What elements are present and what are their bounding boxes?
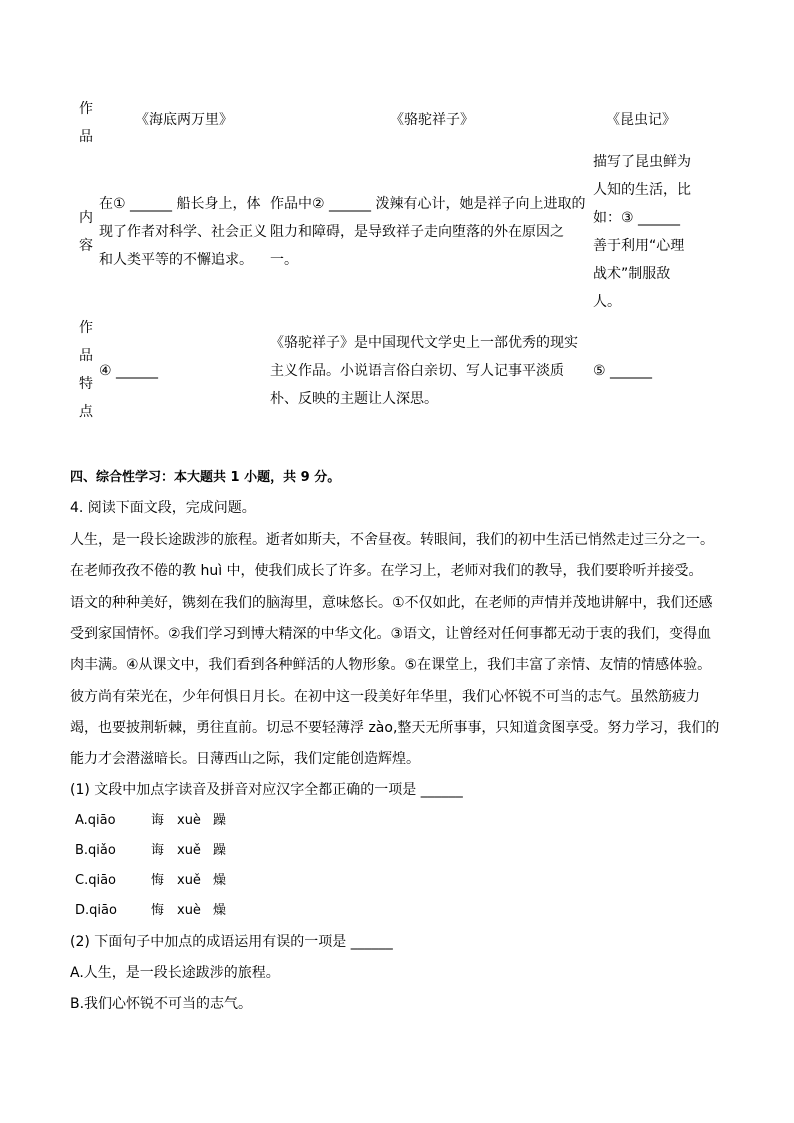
option-c <box>75 869 226 888</box>
passage-line: 能力才会潜滋暗长。日薄西山之际，我们定能创造辉煌。 <box>70 751 420 767</box>
option-char: 悔 <box>151 873 165 888</box>
option-pinyin: xuě <box>177 843 201 858</box>
cell-title-haidi: 《海底两万里》 <box>135 112 233 128</box>
text-line: 朴、反映的主题让人深思。 <box>270 391 438 407</box>
text-line: 在① ______ 船长身上，体 <box>99 196 261 212</box>
text-line: 《骆驼祥子》是中国现代文学史上一部优秀的现实 <box>270 335 578 351</box>
option-b <box>75 839 226 858</box>
option-pinyin: xuě <box>177 873 201 888</box>
passage-line: 语文的种种美好，镌刻在我们的脑海里，意味悠长。①不仅如此，在老师的声情并茂地讲解中，我们还感 <box>70 595 713 611</box>
text-line: 战术”制服敌 <box>593 266 671 282</box>
label-char: 特 <box>79 376 93 392</box>
passage-line: 肉丰满。④从课文中，我们看到各种鲜活的人物形象。⑤在课堂上，我们丰富了亲情、友情的情感体验。 <box>70 657 712 673</box>
cell-content-kunchong <box>593 148 691 316</box>
passage-line: 人生，是一段长途跋涉的旅程。逝者如斯夫，不舍昼夜。转眼间，我们的初中生活已悄然走过三分之一。 <box>70 532 714 548</box>
label-char: 作 <box>79 101 93 117</box>
option-pinyin: xuè <box>177 903 201 918</box>
text-line: 如：③ ______ <box>593 210 681 226</box>
option-d <box>75 899 226 918</box>
text-line: 善于利用“心理 <box>593 238 685 254</box>
label-char: 容 <box>79 238 93 254</box>
question-4-intro: 4. 阅读下面文段，完成问题。 <box>70 500 256 516</box>
option-char: 躁 <box>213 813 227 828</box>
q2-option-b: B.我们心怀锐不可当的志气。 <box>70 996 253 1012</box>
option-char: 悔 <box>151 903 165 918</box>
option-a <box>75 809 226 828</box>
label-char: 品 <box>79 348 93 364</box>
cell-feature-haidi: ④ ______ <box>99 363 159 379</box>
label-char: 内 <box>79 210 93 226</box>
passage-line: 竭，也要披荆斩棘，勇往直前。切忌不要轻薄浮 zào,整天无所事事，只知道贪图享受。努力学习，我们的 <box>70 720 720 736</box>
option-char: 诲 <box>151 813 165 828</box>
option-char: 燥 <box>213 903 227 918</box>
row-label-content <box>77 204 95 260</box>
cell-content-haidi <box>99 190 267 274</box>
option-char: 躁 <box>213 843 227 858</box>
label-char: 作 <box>79 320 93 336</box>
option-char: 燥 <box>213 873 227 888</box>
text-line: 人。 <box>593 294 621 310</box>
option-label: C.qiāo <box>75 873 116 888</box>
section-heading: 四、综合性学习：本大题共 1 小题，共 9 分。 <box>70 470 341 485</box>
text-line: 现了作者对科学、社会正义 <box>99 224 267 240</box>
cell-feature-luotuo <box>270 329 578 413</box>
passage-line: 在老师孜孜不倦的教 huì 中，使我们成长了许多。在学习上，老师对我们的教导，我们要聆听并接受。 <box>70 563 703 579</box>
row-label-features <box>77 314 95 426</box>
option-char: 诲 <box>151 843 165 858</box>
text-line: 一。 <box>270 252 298 268</box>
passage-line: 受到家国情怀。②我们学习到博大精深的中华文化。③语文，让曾经对任何事都无动于衷的我们，变得血 <box>70 626 712 642</box>
cell-content-luotuo <box>270 190 585 274</box>
option-pinyin: xuè <box>177 813 201 828</box>
cell-feature-kunchong: ⑤ ______ <box>593 363 653 379</box>
text-line: 阻力和障碍，是导致祥子走向堕落的外在原因之 <box>270 224 564 240</box>
row-label-work <box>77 95 95 151</box>
label-char: 品 <box>79 129 93 145</box>
text-line: 和人类平等的不懈追求。 <box>99 252 253 268</box>
option-label: A.qiāo <box>75 813 116 828</box>
passage-line: 彼方尚有荣光在，少年何惧日月长。在初中这一段美好年华里，我们心怀锐不可当的志气。虽然筋疲力 <box>70 689 700 705</box>
q2-option-a: A.人生，是一段长途跋涉的旅程。 <box>70 965 280 981</box>
cell-title-kunchong: 《昆虫记》 <box>606 112 676 128</box>
text-line: 主义作品。小说语言俗白亲切、写人记事平淡质 <box>270 363 564 379</box>
option-label: B.qiǎo <box>75 843 116 858</box>
text-line: 作品中② ______ 泼辣有心计，她是祥子向上进取的 <box>270 196 586 212</box>
option-label: D.qiāo <box>75 903 117 918</box>
cell-title-luotuo: 《骆驼祥子》 <box>390 112 474 128</box>
question-2: (2) 下面句子中加点的成语运用有误的一项是 ______ <box>70 934 393 950</box>
text-line: 描写了昆虫鲜为 <box>593 154 691 170</box>
text-line: 人知的生活，比 <box>593 182 691 198</box>
label-char: 点 <box>79 404 93 420</box>
question-1: (1) 文段中加点字读音及拼音对应汉字全都正确的一项是 ______ <box>70 782 463 798</box>
